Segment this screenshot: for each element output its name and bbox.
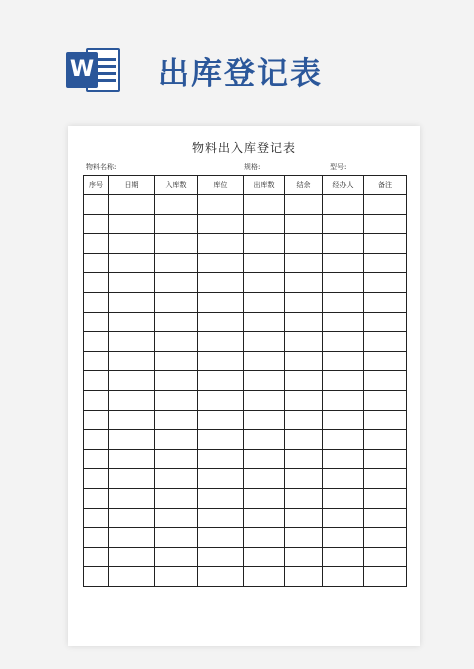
- table-cell[interactable]: [244, 312, 285, 332]
- table-cell[interactable]: [285, 371, 323, 391]
- table-cell[interactable]: [198, 488, 244, 508]
- table-cell[interactable]: [198, 430, 244, 450]
- table-cell[interactable]: [323, 332, 364, 352]
- table-cell[interactable]: [244, 547, 285, 567]
- table-cell[interactable]: [364, 488, 407, 508]
- table-row: [84, 273, 407, 293]
- table-cell[interactable]: [198, 332, 244, 352]
- table-cell[interactable]: [84, 547, 109, 567]
- table-cell[interactable]: [244, 567, 285, 587]
- table-cell[interactable]: [84, 253, 109, 273]
- table-cell[interactable]: [155, 567, 198, 587]
- table-cell[interactable]: [285, 508, 323, 528]
- column-header: 入库数: [155, 176, 198, 195]
- table-cell[interactable]: [364, 528, 407, 548]
- table-cell[interactable]: [285, 488, 323, 508]
- table-cell[interactable]: [364, 273, 407, 293]
- table-cell[interactable]: [323, 528, 364, 548]
- table-cell[interactable]: [84, 469, 109, 489]
- table-cell[interactable]: [285, 253, 323, 273]
- table-cell[interactable]: [323, 312, 364, 332]
- table-cell[interactable]: [198, 371, 244, 391]
- table-cell[interactable]: [155, 195, 198, 215]
- table-cell[interactable]: [323, 253, 364, 273]
- table-cell[interactable]: [244, 469, 285, 489]
- table-cell[interactable]: [364, 195, 407, 215]
- table-row: [84, 253, 407, 273]
- table-cell[interactable]: [285, 547, 323, 567]
- table-cell[interactable]: [244, 430, 285, 450]
- table-cell[interactable]: [155, 430, 198, 450]
- table-cell[interactable]: [285, 332, 323, 352]
- table-cell[interactable]: [155, 292, 198, 312]
- table-row: [84, 508, 407, 528]
- table-cell[interactable]: [323, 390, 364, 410]
- material-name-label: 物料名称:: [86, 163, 117, 171]
- table-row: [84, 234, 407, 254]
- table-cell[interactable]: [364, 214, 407, 234]
- table-row: [84, 410, 407, 430]
- table-row: [84, 292, 407, 312]
- table-cell[interactable]: [109, 253, 155, 273]
- table-body: [84, 195, 407, 587]
- table-cell[interactable]: [84, 449, 109, 469]
- table-cell[interactable]: [198, 292, 244, 312]
- table-cell[interactable]: [155, 273, 198, 293]
- table-cell[interactable]: [244, 253, 285, 273]
- column-header: 库位: [198, 176, 244, 195]
- table-cell[interactable]: [244, 449, 285, 469]
- table-cell[interactable]: [84, 390, 109, 410]
- table-cell[interactable]: [109, 430, 155, 450]
- table-cell[interactable]: [364, 351, 407, 371]
- column-header: 结余: [285, 176, 323, 195]
- table-cell[interactable]: [244, 195, 285, 215]
- table-cell[interactable]: [109, 410, 155, 430]
- table-cell[interactable]: [364, 508, 407, 528]
- table-cell[interactable]: [155, 312, 198, 332]
- table-cell[interactable]: [323, 508, 364, 528]
- table-cell[interactable]: [285, 469, 323, 489]
- table-row: [84, 390, 407, 410]
- table-cell[interactable]: [244, 292, 285, 312]
- table-cell[interactable]: [198, 390, 244, 410]
- table-cell[interactable]: [285, 292, 323, 312]
- table-cell[interactable]: [198, 195, 244, 215]
- table-cell[interactable]: [285, 567, 323, 587]
- table-cell[interactable]: [155, 469, 198, 489]
- table-cell[interactable]: [109, 351, 155, 371]
- table-row: [84, 351, 407, 371]
- table-cell[interactable]: [109, 234, 155, 254]
- document-title: 物料出入库登记表: [191, 141, 296, 155]
- table-cell[interactable]: [244, 390, 285, 410]
- table-cell[interactable]: [155, 449, 198, 469]
- spec-label: 规格:: [244, 163, 261, 171]
- table-row: [84, 488, 407, 508]
- table-cell[interactable]: [323, 371, 364, 391]
- word-icon: [66, 44, 124, 96]
- table-cell[interactable]: [109, 195, 155, 215]
- table-row: [84, 528, 407, 548]
- table-cell[interactable]: [323, 488, 364, 508]
- table-cell[interactable]: [84, 528, 109, 548]
- table-cell[interactable]: [198, 567, 244, 587]
- table-cell[interactable]: [198, 234, 244, 254]
- table-cell[interactable]: [109, 371, 155, 391]
- table-cell[interactable]: [244, 351, 285, 371]
- table-cell[interactable]: [84, 410, 109, 430]
- table-row: [84, 547, 407, 567]
- table-row: [84, 430, 407, 450]
- table-cell[interactable]: [323, 567, 364, 587]
- column-header: 日期: [109, 176, 155, 195]
- table-cell[interactable]: [155, 332, 198, 352]
- table-cell[interactable]: [109, 273, 155, 293]
- table-cell[interactable]: [244, 273, 285, 293]
- table-cell[interactable]: [285, 214, 323, 234]
- table-cell[interactable]: [155, 371, 198, 391]
- table-cell[interactable]: [285, 195, 323, 215]
- table-cell[interactable]: [364, 469, 407, 489]
- table-cell[interactable]: [323, 547, 364, 567]
- table-cell[interactable]: [109, 332, 155, 352]
- table-cell[interactable]: [364, 371, 407, 391]
- table-cell[interactable]: [285, 273, 323, 293]
- table-cell[interactable]: [244, 410, 285, 430]
- table-cell[interactable]: [109, 214, 155, 234]
- table-cell[interactable]: [84, 567, 109, 587]
- table-cell[interactable]: [155, 410, 198, 430]
- table-cell[interactable]: [109, 292, 155, 312]
- header-title: 出库登记表: [158, 55, 323, 92]
- table-cell[interactable]: [323, 195, 364, 215]
- table-cell[interactable]: [84, 332, 109, 352]
- table-cell[interactable]: [84, 488, 109, 508]
- table-cell[interactable]: [109, 469, 155, 489]
- table-cell[interactable]: [155, 253, 198, 273]
- table-cell[interactable]: [155, 488, 198, 508]
- table-cell[interactable]: [198, 312, 244, 332]
- table-cell[interactable]: [155, 528, 198, 548]
- table-cell[interactable]: [155, 234, 198, 254]
- table-cell[interactable]: [244, 508, 285, 528]
- table-cell[interactable]: [364, 449, 407, 469]
- table-cell[interactable]: [244, 488, 285, 508]
- table-cell[interactable]: [84, 195, 109, 215]
- table-cell[interactable]: [155, 508, 198, 528]
- table-cell[interactable]: [198, 410, 244, 430]
- table-row: [84, 469, 407, 489]
- table-cell[interactable]: [109, 567, 155, 587]
- table-cell[interactable]: [84, 508, 109, 528]
- word-line: [96, 58, 116, 61]
- table-cell[interactable]: [198, 469, 244, 489]
- table-cell[interactable]: [364, 430, 407, 450]
- table-cell[interactable]: [84, 351, 109, 371]
- table-row: [84, 371, 407, 391]
- table-row: [84, 449, 407, 469]
- table-cell[interactable]: [285, 449, 323, 469]
- table-cell[interactable]: [84, 430, 109, 450]
- model-label: 型号:: [330, 163, 347, 171]
- register-table: [83, 175, 407, 587]
- table-cell[interactable]: [155, 390, 198, 410]
- word-badge: W: [66, 52, 98, 88]
- word-line: [96, 72, 116, 75]
- table-cell[interactable]: [364, 253, 407, 273]
- table-cell[interactable]: [244, 234, 285, 254]
- table-cell[interactable]: [198, 351, 244, 371]
- table-cell[interactable]: [323, 469, 364, 489]
- table-cell[interactable]: [109, 508, 155, 528]
- table-cell[interactable]: [285, 390, 323, 410]
- word-line: [96, 65, 116, 68]
- table-cell[interactable]: [323, 292, 364, 312]
- table-cell[interactable]: [198, 449, 244, 469]
- table-cell[interactable]: [364, 567, 407, 587]
- table-cell[interactable]: [244, 528, 285, 548]
- table-cell[interactable]: [364, 410, 407, 430]
- table-cell[interactable]: [364, 332, 407, 352]
- table-cell[interactable]: [244, 371, 285, 391]
- table-cell[interactable]: [84, 273, 109, 293]
- table-cell[interactable]: [285, 430, 323, 450]
- table-cell[interactable]: [198, 273, 244, 293]
- table-cell[interactable]: [323, 234, 364, 254]
- table-cell[interactable]: [323, 214, 364, 234]
- table-cell[interactable]: [364, 312, 407, 332]
- table-row: [84, 332, 407, 352]
- table-cell[interactable]: [323, 449, 364, 469]
- document-page: [68, 126, 420, 646]
- table-cell[interactable]: [84, 234, 109, 254]
- table-cell[interactable]: [323, 410, 364, 430]
- table-cell[interactable]: [198, 547, 244, 567]
- table-cell[interactable]: [285, 234, 323, 254]
- table-cell[interactable]: [198, 214, 244, 234]
- table-cell[interactable]: [285, 410, 323, 430]
- table-cell[interactable]: [84, 371, 109, 391]
- table-cell[interactable]: [364, 547, 407, 567]
- table-cell[interactable]: [244, 332, 285, 352]
- table-cell[interactable]: [155, 547, 198, 567]
- table-cell[interactable]: [109, 547, 155, 567]
- table-cell[interactable]: [285, 312, 323, 332]
- table-cell[interactable]: [323, 430, 364, 450]
- column-header: 经办人: [323, 176, 364, 195]
- column-header: 备注: [364, 176, 407, 195]
- table-cell[interactable]: [84, 214, 109, 234]
- table-row: [84, 214, 407, 234]
- word-line: [96, 79, 116, 82]
- column-header: 出库数: [244, 176, 285, 195]
- header: [66, 44, 323, 96]
- table-cell[interactable]: [285, 528, 323, 548]
- table-cell[interactable]: [323, 351, 364, 371]
- column-header: 序号: [84, 176, 109, 195]
- table-cell[interactable]: [109, 449, 155, 469]
- table-cell[interactable]: [198, 528, 244, 548]
- table-cell[interactable]: [244, 214, 285, 234]
- table-cell[interactable]: [155, 351, 198, 371]
- table-cell[interactable]: [364, 390, 407, 410]
- table-cell[interactable]: [198, 253, 244, 273]
- table-row: [84, 195, 407, 215]
- table-cell[interactable]: [198, 508, 244, 528]
- table-cell[interactable]: [84, 312, 109, 332]
- table-cell[interactable]: [155, 214, 198, 234]
- table-cell[interactable]: [109, 312, 155, 332]
- table-cell[interactable]: [84, 292, 109, 312]
- table-cell[interactable]: [109, 390, 155, 410]
- table-cell[interactable]: [323, 273, 364, 293]
- table-cell[interactable]: [364, 292, 407, 312]
- table-cell[interactable]: [109, 528, 155, 548]
- table-header-row: [84, 176, 407, 195]
- table-cell[interactable]: [109, 488, 155, 508]
- table-cell[interactable]: [285, 351, 323, 371]
- table-cell[interactable]: [364, 234, 407, 254]
- table-row: [84, 567, 407, 587]
- table-row: [84, 312, 407, 332]
